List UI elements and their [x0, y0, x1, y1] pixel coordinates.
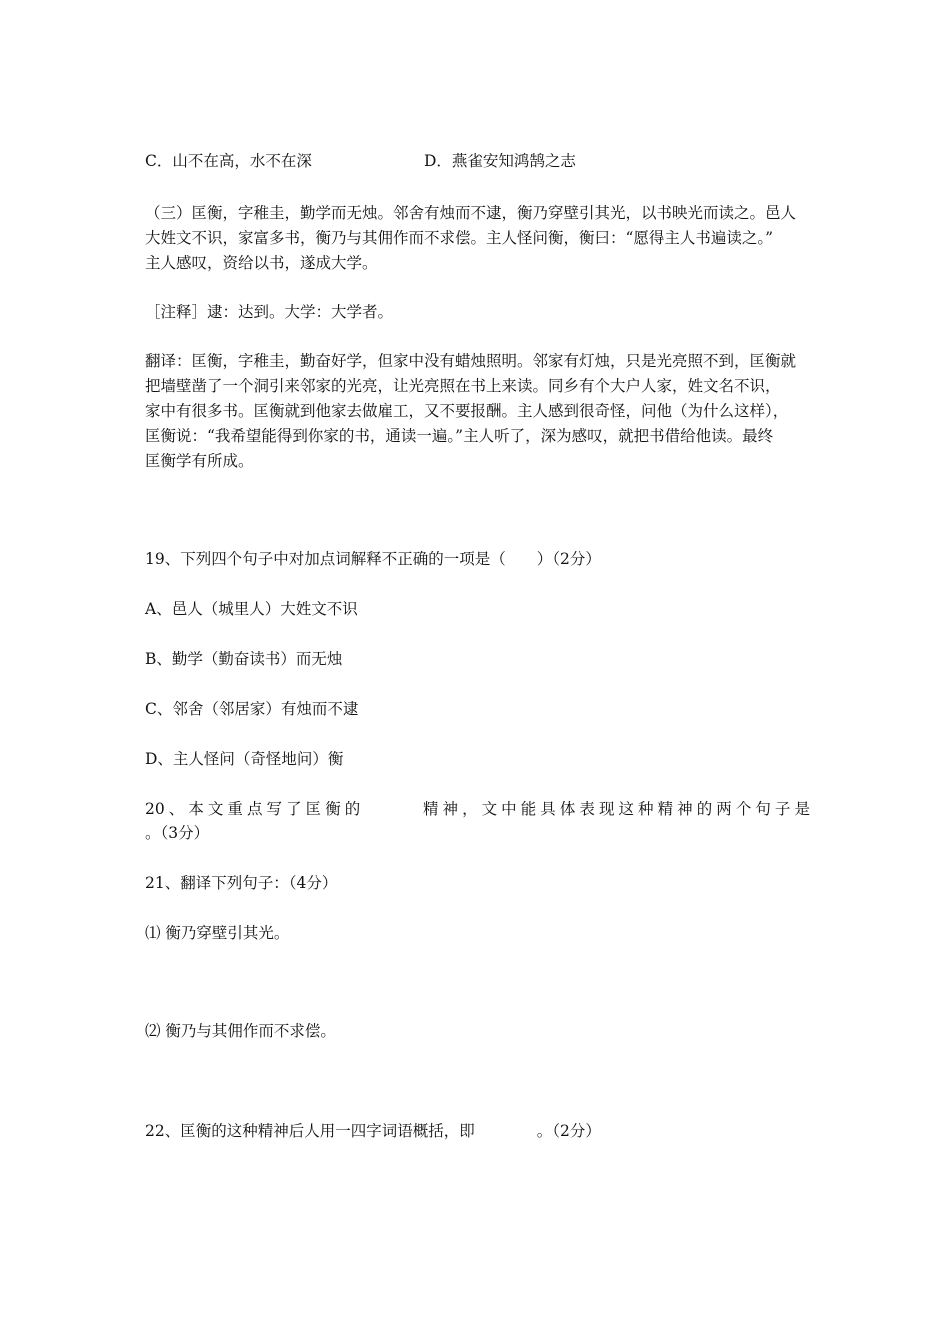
q19-option-c: C、邻舍（邻居家）有烛而不逮 [145, 700, 359, 718]
passage-line: （三）匡衡，字稚圭，勤学而无烛。邻舍有烛而不逮，衡乃穿壁引其光，以书映光而读之。邑人 [145, 204, 797, 222]
option-d-prev: D．燕雀安知鸿鹄之志 [424, 152, 576, 170]
translation-line: 匡衡学有所成。 [145, 452, 254, 470]
passage-line: 主人感叹，资给以书，遂成大学。 [145, 254, 378, 272]
q19-option-a: A、邑人（城里人）大姓文不识 [145, 600, 358, 618]
translation-line: 匡衡说：“我希望能得到你家的书，通读一遍。”主人听了，深为感叹，就把书借给他读。最终 [145, 427, 774, 445]
q22-stem: 22、匡衡的这种精神后人用一四字词语概括，即 。（2分） [145, 1122, 601, 1140]
q21-sentence-2: ⑵ 衡乃与其佣作而不求偿。 [145, 1022, 336, 1040]
q21-sentence-1: ⑴ 衡乃穿壁引其光。 [145, 924, 290, 942]
translation-line: 家中有很多书。匡衡就到他家去做雇工，又不要报酬。主人感到很奇怪，问他（为什么这样）， [145, 402, 789, 420]
annotation-note: ［注释］逮：达到。大学：大学者。 [145, 303, 394, 321]
q20-line2: 。（3分） [145, 824, 210, 842]
q20-line1: 20、本文重点写了匡衡的 精神，文中能具体表现这种精神的两个句子是 [145, 800, 810, 818]
translation-line: 把墙壁凿了一个洞引来邻家的光亮，让光亮照在书上来读。同乡有个大户人家，姓文名不识， [145, 377, 781, 395]
option-c-prev: C．山不在高，水不在深 [145, 152, 312, 170]
translation-line: 翻译：匡衡，字稚圭，勤奋好学，但家中没有蜡烛照明。邻家有灯烛，只是光亮照不到，匡衡就 [145, 352, 797, 370]
q19-stem: 19、下列四个句子中对加点词解释不正确的一项是（ ）（2分） [145, 550, 601, 568]
passage-line: 大姓文不识，家富多书，衡乃与其佣作而不求偿。主人怪问衡，衡曰：“愿得主人书遍读之。” [145, 229, 774, 247]
q19-option-d: D、主人怪问（奇怪地问）衡 [145, 750, 344, 768]
q21-stem: 21、翻译下列句子：（4分） [145, 874, 338, 892]
q19-option-b: B、勤学（勤奋读书）而无烛 [145, 650, 343, 668]
